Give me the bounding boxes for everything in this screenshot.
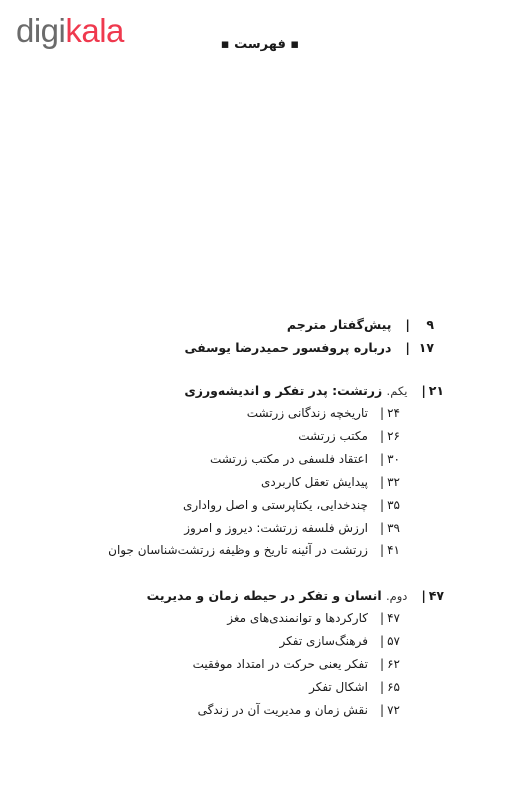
page-number: ۹ (426, 317, 434, 332)
toc-section: ۴۷|کارکردها و توانمندی‌های مغز (227, 611, 400, 625)
toc-section: ۲۶|مکتب زرتشت (298, 429, 400, 443)
page-number: ۴۷ (428, 588, 444, 603)
toc-section: ۲۴|تاریخچه زندگانی زرتشت (246, 406, 400, 420)
chapter-title: انسان و تفکر در حیطه زمان و مدیریت (146, 588, 382, 603)
chapter-number: یکم. (386, 384, 408, 398)
toc-heading: ▪ فهرست ▪ (220, 37, 300, 52)
chapter-heading: ۴۷|دوم. انسان و تفکر در حیطه زمان و مدیریت (146, 588, 444, 603)
page-number: ۱۷ (418, 340, 434, 355)
toc-section: ۵۷|فرهنگ‌سازی تفکر (279, 634, 400, 648)
toc-entry-about-author: ۱۷|درباره پروفسور حمیدرضا یوسفی (184, 340, 434, 355)
entry-title: درباره پروفسور حمیدرضا یوسفی (184, 340, 392, 355)
toc-section: ۳۵|چندخدایی، یکتاپرستی و اصل رواداری (183, 498, 400, 512)
toc-section: ۳۲|پیدایش تعقل کاربردی (260, 475, 400, 489)
toc-section: ۷۲|نقش زمان و مدیریت آن در زندگی (197, 703, 400, 717)
page-number: ۲۱ (428, 383, 444, 398)
toc-section: ۶۲|تفکر یعنی حرکت در امتداد موفقیت (192, 657, 400, 671)
chapter-title: زرتشت: پدر تفکر و اندیشه‌ورزی (184, 383, 383, 398)
toc-entry-preface: ۹|پیش‌گفتار مترجم (286, 317, 434, 332)
toc-section: ۶۵|اشکال تفکر (309, 680, 400, 694)
chapter-heading: ۲۱|یکم. زرتشت: پدر تفکر و اندیشه‌ورزی (184, 383, 444, 398)
digikala-logo: digikala (16, 12, 124, 49)
entry-title: پیش‌گفتار مترجم (286, 317, 392, 332)
toc-section: ۴۱|زرتشت در آئینه تاریخ و وظیفه زرتشت‌شناسان جوان (108, 543, 400, 557)
chapter-number: دوم. (385, 589, 408, 603)
toc-section: ۳۹|ارزش فلسفه زرتشت: دیروز و امروز (184, 521, 400, 535)
toc-section: ۳۰|اعتقاد فلسفی در مکتب زرتشت (210, 452, 400, 466)
